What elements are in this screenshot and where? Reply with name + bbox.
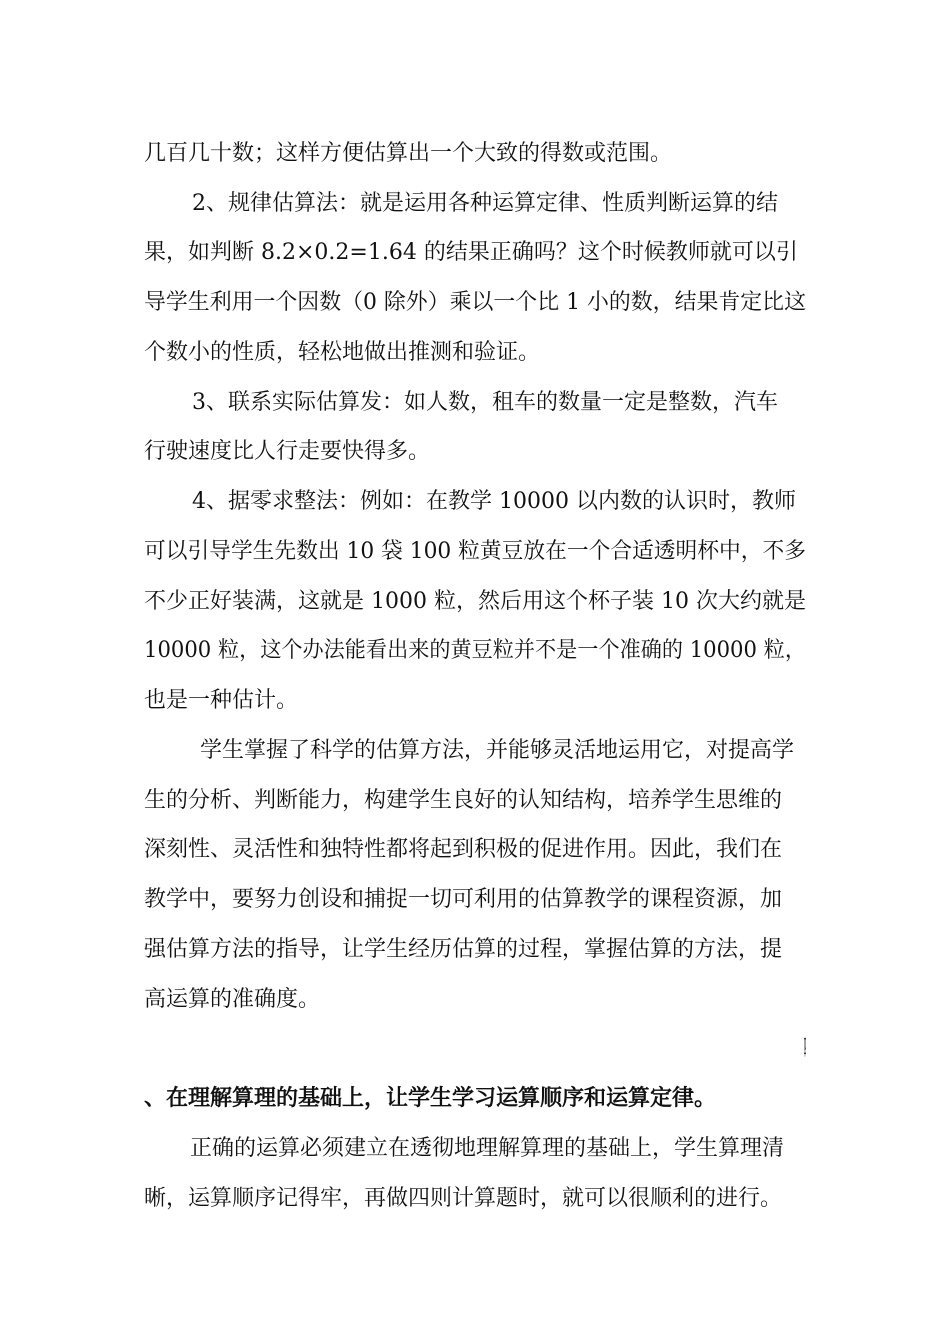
text-line: 果，如判断 8.2×0.2=1.64 的结果正确吗？这个时候教师就可以引 (144, 240, 798, 265)
text-line: 正确的运算必须建立在透彻地理解算理的基础上，学生算理清 (190, 1136, 785, 1161)
text-line: 也是一种估计。 (144, 688, 299, 713)
text-line: 强估算方法的指导，让学生经历估算的过程，掌握估算的方法，提 (144, 937, 783, 962)
text-line: 导学生利用一个因数（0 除外）乘以一个比 1 小的数，结果肯定比这 (144, 290, 806, 315)
text-line: 高运算的准确度。 (144, 987, 321, 1012)
text-line: 生的分析、判断能力，构建学生良好的认知结构，培养学生思维的 (144, 788, 783, 813)
text-line: 行驶速度比人行走要快得多。 (144, 439, 431, 464)
text-line: 深刻性、灵活性和独特性都将起到积极的促进作用。因此，我们在 (144, 837, 783, 862)
text-line: 个数小的性质，轻松地做出推测和验证。 (144, 340, 541, 365)
text-line: 2、规律估算法：就是运用各种运算定律、性质判断运算的结 (192, 191, 778, 216)
text-line: 教学中，要努力创设和捕捉一切可利用的估算教学的课程资源，加 (144, 887, 783, 912)
text-line: 10000 粒，这个办法能看出来的黄豆粒并不是一个准确的 10000 粒， (144, 638, 806, 663)
section-number: 四 (804, 1036, 807, 1061)
text-line: 4、据零求整法：例如：在教学 10000 以内数的认识时，教师 (192, 489, 796, 514)
section-heading: 、在理解算理的基础上，让学生学习运算顺序和运算定律。 (144, 1086, 717, 1111)
text-line: 3、联系实际估算发：如人数，租车的数量一定是整数，汽车 (192, 390, 778, 415)
text-line: 几百几十数；这样方便估算出一个大致的得数或范围。 (144, 141, 673, 166)
text-line: 学生掌握了科学的估算方法，并能够灵活地运用它，对提高学 (200, 738, 795, 763)
text-line: 可以引导学生先数出 10 袋 100 粒黄豆放在一个合适透明杯中，不多 (144, 539, 806, 564)
text-line: 晰，运算顺序记得牢，再做四则计算题时，就可以很顺利的进行。 (144, 1186, 783, 1211)
text-line: 不少正好装满，这就是 1000 粒，然后用这个杯子装 10 次大约就是 (144, 589, 806, 614)
